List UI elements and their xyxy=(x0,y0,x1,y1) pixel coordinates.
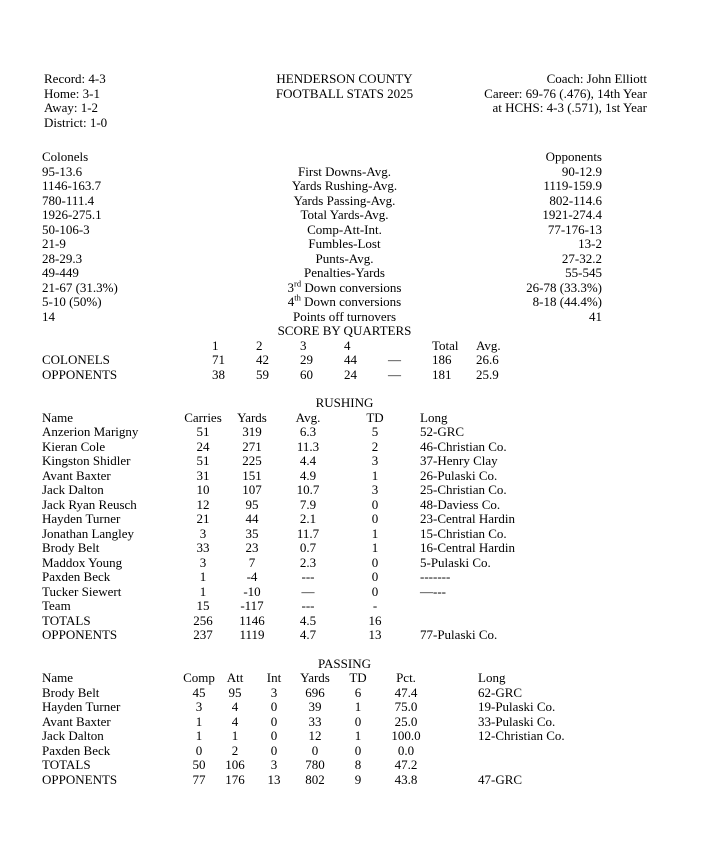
sbq-team: COLONELS xyxy=(42,352,110,367)
rushing-avg-value: 0.7 xyxy=(299,540,317,555)
rushing-player-name: Kieran Cole xyxy=(42,438,106,454)
team-stat-row xyxy=(42,292,647,310)
colonels-value: 1146-163.7 xyxy=(42,178,102,193)
rushing-carries-value: 21 xyxy=(196,511,210,526)
rushing-row xyxy=(42,512,647,527)
stat-label-text: 4 xyxy=(287,294,295,309)
rushing-title: RUSHING xyxy=(315,395,374,410)
opponents-value: 802-114.6 xyxy=(549,192,602,208)
team-stat-row xyxy=(42,165,647,180)
opponents-value: 8-18 (44.4%) xyxy=(532,294,602,309)
passing-player-name: TOTALS xyxy=(42,757,91,772)
coach-line: at HCHS: 4-3 (.571), 1st Year xyxy=(492,100,647,115)
rushing-player-name: Jack Dalton xyxy=(42,482,104,497)
rushing-yards-value: 107 xyxy=(242,482,262,497)
rushing-avg-value: 4.7 xyxy=(299,627,317,642)
rushing-long-value xyxy=(414,614,647,629)
coach-line: Career: 69-76 (.476), 14th Year xyxy=(484,85,647,101)
passing-long-value: 47-GRC xyxy=(478,771,523,787)
rushing-long-value xyxy=(414,599,647,614)
rushing-td-value: 16 xyxy=(368,612,382,628)
passing-col-att: Att xyxy=(226,670,244,685)
passing-long-value: 19-Pulaski Co. xyxy=(478,699,556,714)
rushing-row xyxy=(42,599,647,614)
rushing-avg-value: — xyxy=(301,583,315,599)
passing-att-value: 2 xyxy=(231,742,239,758)
sbq-header-spacer xyxy=(42,339,212,354)
rushing-row xyxy=(42,614,647,629)
passing-col-td: TD xyxy=(349,670,367,685)
passing-row xyxy=(42,773,647,788)
rushing-avg-value: --- xyxy=(301,598,315,613)
rushing-carries-value: 256 xyxy=(193,612,213,628)
rushing-long-value: 48-Daviess Co. xyxy=(420,496,501,512)
rushing-td-value: - xyxy=(372,598,378,613)
rushing-player-name: Tucker Siewert xyxy=(42,583,122,599)
rushing-avg-value: 2.3 xyxy=(299,554,317,570)
passing-td-value: 1 xyxy=(354,699,362,714)
rushing-yards-value: 44 xyxy=(245,511,259,526)
passing-player-name: Hayden Turner xyxy=(42,699,121,714)
rushing-player-name: Team xyxy=(42,598,71,613)
team-stats-header-row xyxy=(42,150,647,165)
sbq-col-total: Total xyxy=(432,337,459,353)
record-line: District: 1-0 xyxy=(44,114,108,130)
passing-comp-value: 3 xyxy=(195,699,203,714)
rushing-col-td: TD xyxy=(366,409,384,425)
rushing-long-value: 15-Christian Co. xyxy=(420,525,507,541)
rushing-td-value: 3 xyxy=(371,453,379,468)
score-by-quarters-table xyxy=(42,339,647,383)
passing-pct-value: 47.4 xyxy=(394,684,418,700)
passing-row xyxy=(42,715,647,730)
rushing-avg-value: --- xyxy=(301,569,315,584)
passing-td-value: 0 xyxy=(354,742,362,758)
colonels-value: 21-9 xyxy=(42,236,66,251)
opponents-value: 13-2 xyxy=(578,236,602,251)
rushing-carries-value: 24 xyxy=(196,438,210,454)
team-stat-row xyxy=(42,310,647,325)
stat-label-text: Punts-Avg. xyxy=(315,250,374,266)
record-line: Record: 4-3 xyxy=(44,71,106,86)
rushing-row xyxy=(42,527,647,542)
passing-att-value: 4 xyxy=(231,713,239,729)
rushing-carries-value: 237 xyxy=(193,627,213,642)
colonels-value: 780-111.4 xyxy=(42,192,95,208)
passing-comp-value: 1 xyxy=(195,728,203,743)
coach-block xyxy=(484,72,647,116)
rushing-yards-value: 95 xyxy=(245,496,259,512)
passing-row xyxy=(42,729,647,744)
rushing-avg-value: 2.1 xyxy=(299,511,317,526)
sbq-q2-value: 59 xyxy=(256,366,269,382)
passing-section xyxy=(42,657,647,788)
stat-label-ordinal: rd xyxy=(294,278,302,289)
passing-pct-value: 47.2 xyxy=(394,757,418,772)
passing-col-comp: Comp xyxy=(183,670,215,685)
team-stat-row xyxy=(42,252,647,267)
rushing-long-value: 25-Christian Co. xyxy=(420,482,507,497)
rushing-avg-value: 11.7 xyxy=(296,525,320,541)
rushing-carries-value: 3 xyxy=(199,554,207,570)
rushing-td-value: 1 xyxy=(371,467,379,483)
rushing-row xyxy=(42,541,647,556)
title-line-1: HENDERSON COUNTY xyxy=(276,71,413,86)
rushing-carries-value: 10 xyxy=(196,482,210,497)
rushing-header-row xyxy=(42,411,647,426)
rushing-section xyxy=(42,396,647,643)
rushing-row xyxy=(42,469,647,484)
rushing-td-value: 3 xyxy=(371,482,379,497)
passing-col-pct: Pct. xyxy=(396,670,416,685)
passing-table xyxy=(42,671,647,787)
rushing-long-value: 52-GRC xyxy=(420,424,465,439)
sbq-q3-value: 29 xyxy=(300,352,313,367)
rushing-carries-value: 51 xyxy=(196,453,210,468)
passing-int-value: 0 xyxy=(270,742,278,758)
rushing-td-value: 0 xyxy=(371,511,379,526)
stat-label-text: Total Yards-Avg. xyxy=(300,207,389,222)
team-stat-row xyxy=(42,179,647,194)
sbq-team: OPPONENTS xyxy=(42,366,118,382)
rushing-yards-value: 151 xyxy=(242,467,262,483)
sbq-q4-value: 24 xyxy=(344,366,357,382)
sbq-col-q3: 3 xyxy=(300,337,307,353)
sbq-col-ot xyxy=(388,339,432,354)
team-stat-row xyxy=(42,194,647,209)
score-by-quarters-section xyxy=(42,324,647,382)
passing-comp-value: 77 xyxy=(192,771,206,787)
passing-row xyxy=(42,686,647,701)
sbq-avg-value: 26.6 xyxy=(476,352,499,367)
document-content xyxy=(42,72,647,787)
passing-player-name: Avant Baxter xyxy=(42,713,111,729)
passing-pct-value: 75.0 xyxy=(394,699,418,714)
passing-int-value: 0 xyxy=(270,728,278,743)
passing-pct-value: 25.0 xyxy=(394,713,418,729)
sbq-col-q1: 1 xyxy=(212,337,219,353)
rushing-row xyxy=(42,425,647,440)
rushing-avg-value: 4.9 xyxy=(299,467,317,483)
rushing-player-name: Avant Baxter xyxy=(42,467,111,483)
rushing-long-value: 77-Pulaski Co. xyxy=(420,627,498,642)
rushing-avg-value: 4.4 xyxy=(299,453,317,468)
rushing-carries-value: 33 xyxy=(196,540,210,555)
passing-long-value xyxy=(432,758,647,773)
rushing-yards-value: 23 xyxy=(245,540,259,555)
rushing-yards-value: 1119 xyxy=(239,627,265,642)
passing-title: PASSING xyxy=(318,655,371,671)
passing-header-row xyxy=(42,671,647,686)
stat-label-text: Yards Rushing-Avg. xyxy=(291,178,398,193)
passing-player-name: OPPONENTS xyxy=(42,771,118,787)
passing-yards-value: 12 xyxy=(308,728,322,743)
passing-player-name: Brody Belt xyxy=(42,684,100,700)
rushing-td-value: 5 xyxy=(371,424,379,439)
passing-row xyxy=(42,700,647,715)
rushing-row xyxy=(42,570,647,585)
rushing-yards-value: 35 xyxy=(245,525,259,541)
passing-int-value: 3 xyxy=(270,684,278,700)
passing-col-long: Long xyxy=(478,670,506,685)
passing-long-value: 33-Pulaski Co. xyxy=(478,713,556,729)
passing-pct-value: 100.0 xyxy=(391,728,421,743)
passing-yards-value: 780 xyxy=(305,757,325,772)
rushing-row xyxy=(42,440,647,455)
passing-comp-value: 1 xyxy=(195,713,203,729)
stat-label-rest: Down conversions xyxy=(300,294,402,309)
passing-yards-value: 39 xyxy=(308,699,322,714)
team-stats-rows xyxy=(42,165,647,325)
rushing-td-value: 1 xyxy=(371,525,379,541)
sbq-col-avg: Avg. xyxy=(476,337,501,353)
rushing-long-value: 37-Henry Clay xyxy=(420,453,498,468)
rushing-long-value: 16-Central Hardin xyxy=(420,540,515,555)
passing-yards-value: 0 xyxy=(311,742,319,758)
rushing-row xyxy=(42,498,647,513)
rushing-td-value: 0 xyxy=(371,569,379,584)
colonels-value: 49-449 xyxy=(42,265,79,280)
passing-long-value: 12-Christian Co. xyxy=(478,728,565,743)
stat-label-text: Yards Passing-Avg. xyxy=(293,192,396,208)
passing-long-value xyxy=(432,744,647,759)
sbq-q2-value: 42 xyxy=(256,352,269,367)
rushing-carries-value: 51 xyxy=(196,424,210,439)
rushing-long-value: 23-Central Hardin xyxy=(420,511,515,526)
stat-label-text: First Downs-Avg. xyxy=(298,163,391,179)
passing-td-value: 8 xyxy=(354,757,362,772)
sbq-rows xyxy=(42,353,647,382)
rushing-player-name: TOTALS xyxy=(42,612,91,628)
rushing-row xyxy=(42,585,647,600)
rushing-rows xyxy=(42,425,647,643)
colonels-header: Colonels xyxy=(42,149,89,164)
team-stat-row xyxy=(42,223,647,238)
passing-row xyxy=(42,758,647,773)
opponents-value: 1921-274.4 xyxy=(542,207,602,222)
stat-label-text: Fumbles-Lost xyxy=(308,236,381,251)
opponents-value: 77-176-13 xyxy=(547,221,602,237)
rushing-col-yards: Yards xyxy=(237,409,267,425)
passing-long-value: 62-GRC xyxy=(478,684,523,700)
sbq-total-value: 181 xyxy=(432,366,452,382)
rushing-player-name: Brody Belt xyxy=(42,540,100,555)
passing-yards-value: 802 xyxy=(305,771,325,787)
record-line: Away: 1-2 xyxy=(44,100,99,115)
sbq-q3-value: 60 xyxy=(300,366,313,382)
rushing-td-value: 0 xyxy=(371,554,379,570)
rushing-col-avg: Avg. xyxy=(295,409,321,425)
sbq-col-q4: 4 xyxy=(344,337,351,353)
colonels-value: 50-106-3 xyxy=(42,221,90,237)
rushing-carries-value: 1 xyxy=(199,569,207,584)
rushing-long-value: 26-Pulaski Co. xyxy=(420,467,498,483)
passing-row xyxy=(42,744,647,759)
colonels-value: 5-10 (50%) xyxy=(42,294,102,309)
rushing-player-name: Hayden Turner xyxy=(42,511,121,526)
rushing-row xyxy=(42,628,647,643)
rushing-yards-value: -117 xyxy=(240,598,264,613)
rushing-td-value: 13 xyxy=(368,627,382,642)
coach-line: Coach: John Elliott xyxy=(546,71,647,86)
passing-yards-value: 696 xyxy=(305,684,325,700)
rushing-yards-value: 225 xyxy=(242,453,262,468)
stat-label xyxy=(42,165,647,180)
rushing-yards-value: -4 xyxy=(246,569,258,584)
opponents-value: 41 xyxy=(589,308,602,324)
team-stat-row xyxy=(42,208,647,223)
stat-label-text: Penalties-Yards xyxy=(303,265,385,280)
passing-comp-value: 0 xyxy=(195,742,203,758)
rushing-avg-value: 4.5 xyxy=(299,612,317,628)
opponents-value: 90-12.9 xyxy=(561,163,602,179)
record-line: Home: 3-1 xyxy=(44,85,100,101)
passing-player-name: Jack Dalton xyxy=(42,728,104,743)
passing-att-value: 176 xyxy=(225,771,245,787)
opponents-value: 26-78 (33.3%) xyxy=(526,279,602,295)
rushing-table xyxy=(42,411,647,643)
stat-label xyxy=(42,252,647,267)
rushing-yards-value: 271 xyxy=(242,438,262,454)
score-by-quarters-title: SCORE BY QUARTERS xyxy=(277,323,412,338)
colonels-value: 1926-275.1 xyxy=(42,207,102,222)
colonels-value: 21-67 (31.3%) xyxy=(42,279,118,295)
rushing-carries-value: 12 xyxy=(196,496,210,512)
passing-pct-value: 0.0 xyxy=(397,742,415,758)
opponents-header: Opponents xyxy=(545,149,602,164)
sbq-ot-dash: — xyxy=(388,352,401,367)
rushing-carries-value: 31 xyxy=(196,467,210,483)
sbq-ot-dash: — xyxy=(388,366,401,382)
passing-pct-value: 43.8 xyxy=(394,771,418,787)
document-header xyxy=(42,72,647,130)
rushing-col-name: Name xyxy=(42,409,74,425)
sbq-q1-value: 38 xyxy=(212,366,225,382)
rushing-yards-value: 7 xyxy=(248,554,256,570)
stat-label-ordinal: th xyxy=(294,292,301,303)
passing-td-value: 6 xyxy=(354,684,362,700)
passing-td-value: 0 xyxy=(354,713,362,729)
passing-col-int: Int xyxy=(266,670,282,685)
sbq-q4-value: 44 xyxy=(344,352,357,367)
opponents-value: 1119-159.9 xyxy=(543,178,602,193)
stat-label-rest: Down conversions xyxy=(301,279,402,295)
passing-yards-value: 33 xyxy=(308,713,322,729)
rushing-yards-value: 1146 xyxy=(239,612,265,628)
passing-td-value: 9 xyxy=(354,771,362,787)
rushing-avg-value: 7.9 xyxy=(299,496,317,512)
passing-col-yards: Yards xyxy=(300,670,330,685)
rushing-long-value: —--- xyxy=(420,583,446,599)
passing-att-value: 4 xyxy=(231,699,239,714)
rushing-long-value: 46-Christian Co. xyxy=(420,438,507,454)
rushing-player-name: Anzerion Marigny xyxy=(42,424,139,439)
rushing-player-name: Jonathan Langley xyxy=(42,525,135,541)
rushing-td-value: 2 xyxy=(371,438,379,454)
sbq-header-row xyxy=(42,339,647,354)
stat-label xyxy=(42,237,647,252)
rushing-col-carries: Carries xyxy=(184,409,222,425)
rushing-yards-value: 319 xyxy=(242,424,262,439)
rushing-td-value: 0 xyxy=(371,496,379,512)
team-stat-row xyxy=(42,237,647,252)
colonels-value: 28-29.3 xyxy=(42,250,83,266)
opponents-value: 27-32.2 xyxy=(561,250,602,266)
rushing-yards-value: -10 xyxy=(243,583,261,599)
passing-int-value: 0 xyxy=(270,713,278,729)
passing-int-value: 13 xyxy=(267,771,281,787)
rushing-td-value: 0 xyxy=(371,583,379,599)
sbq-q1-value: 71 xyxy=(212,352,225,367)
opponents-value: 55-545 xyxy=(565,265,602,280)
rushing-avg-value: 11.3 xyxy=(296,438,320,454)
colonels-value: 95-13.6 xyxy=(42,163,83,179)
rushing-player-name: OPPONENTS xyxy=(42,627,118,642)
passing-att-value: 95 xyxy=(228,684,242,700)
sbq-col-q2: 2 xyxy=(256,337,263,353)
stat-label-text: Points off turnovers xyxy=(292,308,397,324)
rushing-long-value: 5-Pulaski Co. xyxy=(420,554,491,570)
team-stats-section xyxy=(42,150,647,324)
rushing-row xyxy=(42,483,647,498)
rushing-avg-value: 10.7 xyxy=(296,482,320,497)
rushing-player-name: Maddox Young xyxy=(42,554,123,570)
passing-player-name: Paxden Beck xyxy=(42,742,111,758)
sbq-row xyxy=(42,368,647,383)
colonels-value: 14 xyxy=(42,308,55,324)
passing-comp-value: 50 xyxy=(192,757,206,772)
stat-label-text: 3 xyxy=(287,279,294,295)
stat-label-text: Comp-Att-Int. xyxy=(307,221,382,237)
rushing-row xyxy=(42,556,647,571)
team-stat-row xyxy=(42,278,647,296)
rushing-carries-value: 1 xyxy=(199,583,207,599)
stat-label xyxy=(42,310,647,325)
passing-comp-value: 45 xyxy=(192,684,206,700)
rushing-player-name: Jack Ryan Reusch xyxy=(42,496,137,512)
rushing-carries-value: 3 xyxy=(199,525,207,541)
rushing-long-value: ------- xyxy=(420,569,451,584)
rushing-col-long: Long xyxy=(420,409,448,425)
passing-int-value: 3 xyxy=(270,757,278,772)
passing-int-value: 0 xyxy=(270,699,278,714)
passing-att-value: 106 xyxy=(225,757,245,772)
rushing-row xyxy=(42,454,647,469)
rushing-td-value: 1 xyxy=(371,540,379,555)
rushing-player-name: Kingston Shidler xyxy=(42,453,131,468)
sbq-row xyxy=(42,353,647,368)
passing-att-value: 1 xyxy=(231,728,239,743)
team-stat-row xyxy=(42,266,647,281)
stat-label xyxy=(42,266,647,281)
sbq-total-value: 186 xyxy=(432,352,452,367)
rushing-player-name: Paxden Beck xyxy=(42,569,111,584)
sbq-avg-value: 25.9 xyxy=(476,366,499,382)
passing-col-name: Name xyxy=(42,670,74,685)
title-line-2: FOOTBALL STATS 2025 xyxy=(275,85,414,101)
passing-td-value: 1 xyxy=(354,728,362,743)
rushing-avg-value: 6.3 xyxy=(299,424,317,439)
passing-rows xyxy=(42,686,647,788)
rushing-carries-value: 15 xyxy=(196,598,210,613)
